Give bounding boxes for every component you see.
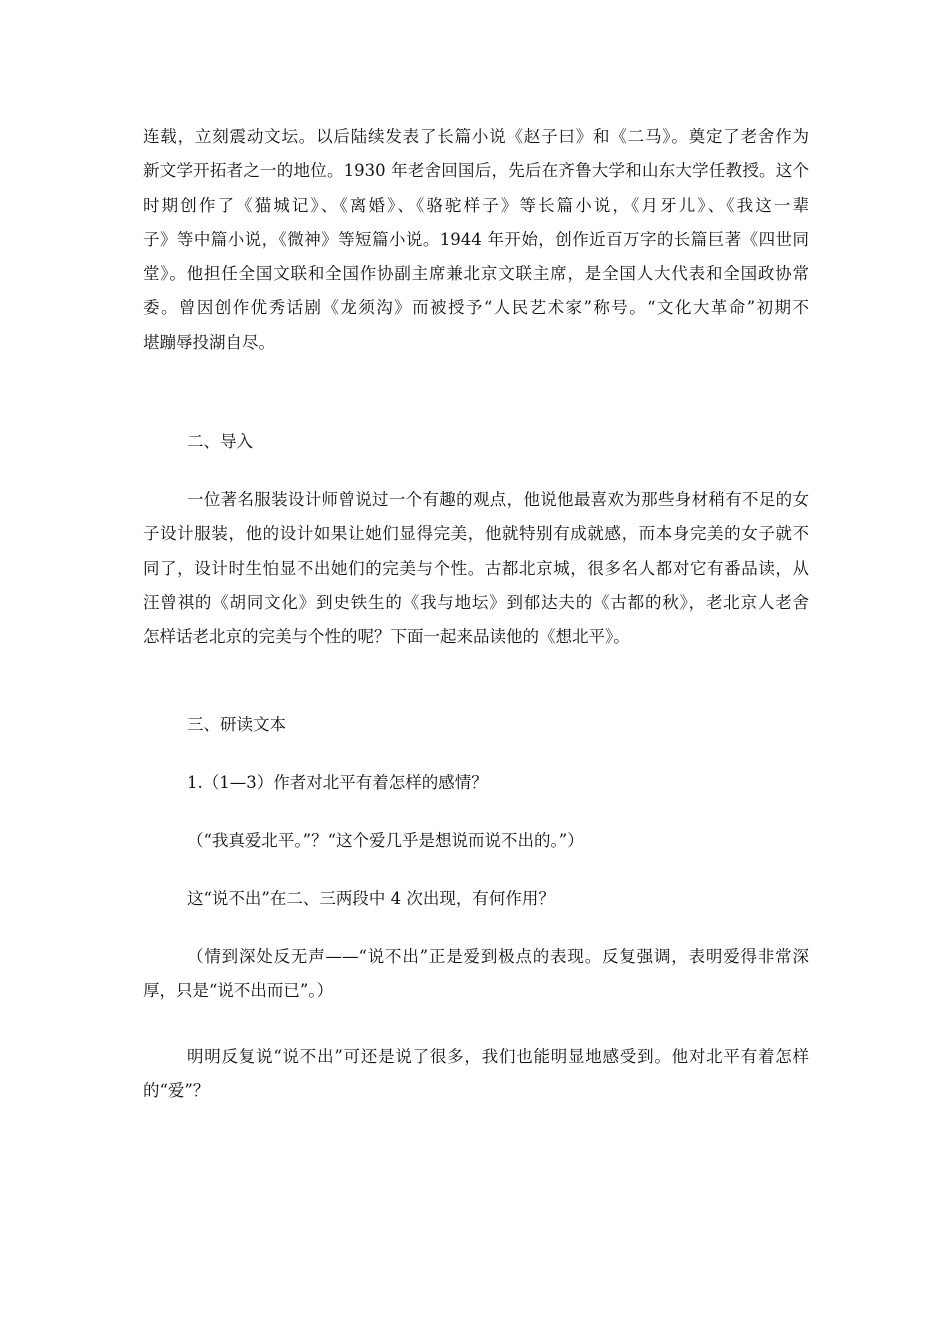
paragraph-intro: [143, 483, 809, 654]
text-line: 委。曾因创作优秀话剧《龙须沟》而被授予“人民艺术家”称号。“文化大革命”初期不: [143, 298, 809, 318]
heading-text: 二、导入: [187, 432, 253, 451]
text-line: 连载，立刻震动文坛。以后陆续发表了长篇小说《赵子曰》和《二马》。奠定了老舍作为: [143, 127, 809, 146]
paragraph-laoshe-biography: [143, 120, 809, 360]
question-1: [143, 766, 809, 800]
text-line: 明明反复说“说不出”可还是说了很多，我们也能明显地感受到。他对北平有着怎样: [187, 1047, 809, 1066]
section-heading-study: [143, 708, 809, 742]
text-line: 堂》。他担任全国文联和全国作协副主席兼北京文联主席，是全国人大代表和全国政协常: [143, 264, 809, 284]
question-2: [143, 882, 809, 916]
text-line: 怎样话老北京的完美与个性的呢？下面一起来品读他的《想北平》。: [143, 627, 630, 647]
text-line: 堪蹦辱投湖自尽。: [143, 332, 275, 352]
text-line: 同了，设计时生怕显不出她们的完美与个性。古都北京城，很多名人都对它有番品读，从: [143, 558, 809, 578]
text-line: 子设计服装，他的设计如果让她们显得完美，他就特别有成就感，而本身完美的女子就不: [143, 524, 809, 544]
text-line: 时期创作了《猫城记》、《离婚》、《骆驼样子》等长篇小说，《月牙儿》、《我这一辈: [143, 195, 809, 215]
text-line: （“我真爱北平。”？“这个爱几乎是想说而说不出的。”）: [187, 831, 584, 850]
text-line: 子》等中篇小说，《微神》等短篇小说。1944 年开始，创作近百万字的长篇巨著《四世同: [143, 229, 809, 249]
text-line: （情到深处反无声——“说不出”正是爱到极点的表现。反复强调，表明爱得非常深: [187, 947, 809, 966]
text-line: 新文学开拓者之一的地位。1930 年老舍回国后，先后在齐鲁大学和山东大学任教授。这个: [143, 161, 809, 181]
text-line: 厚，只是“说不出而已”。）: [143, 981, 334, 1001]
answer-1: [143, 824, 809, 858]
text-line: 一位著名服装设计师曾说过一个有趣的观点，他说他最喜欢为那些身材稍有不足的女: [187, 490, 809, 509]
question-3: [143, 1040, 809, 1109]
heading-text: 三、研读文本: [187, 715, 286, 734]
text-line: 的“爱”？: [143, 1081, 210, 1101]
section-heading-intro: [143, 425, 809, 459]
text-line: 1.（1—3）作者对北平有着怎样的感情？: [187, 773, 488, 792]
text-line: 汪曾祺的《胡同文化》到史铁生的《我与地坛》到郁达夫的《古都的秋》，老北京人老舍: [143, 592, 809, 612]
text-line: 这“说不出”在二、三两段中 4 次出现，有何作用？: [187, 889, 555, 908]
answer-2: [143, 940, 809, 1009]
